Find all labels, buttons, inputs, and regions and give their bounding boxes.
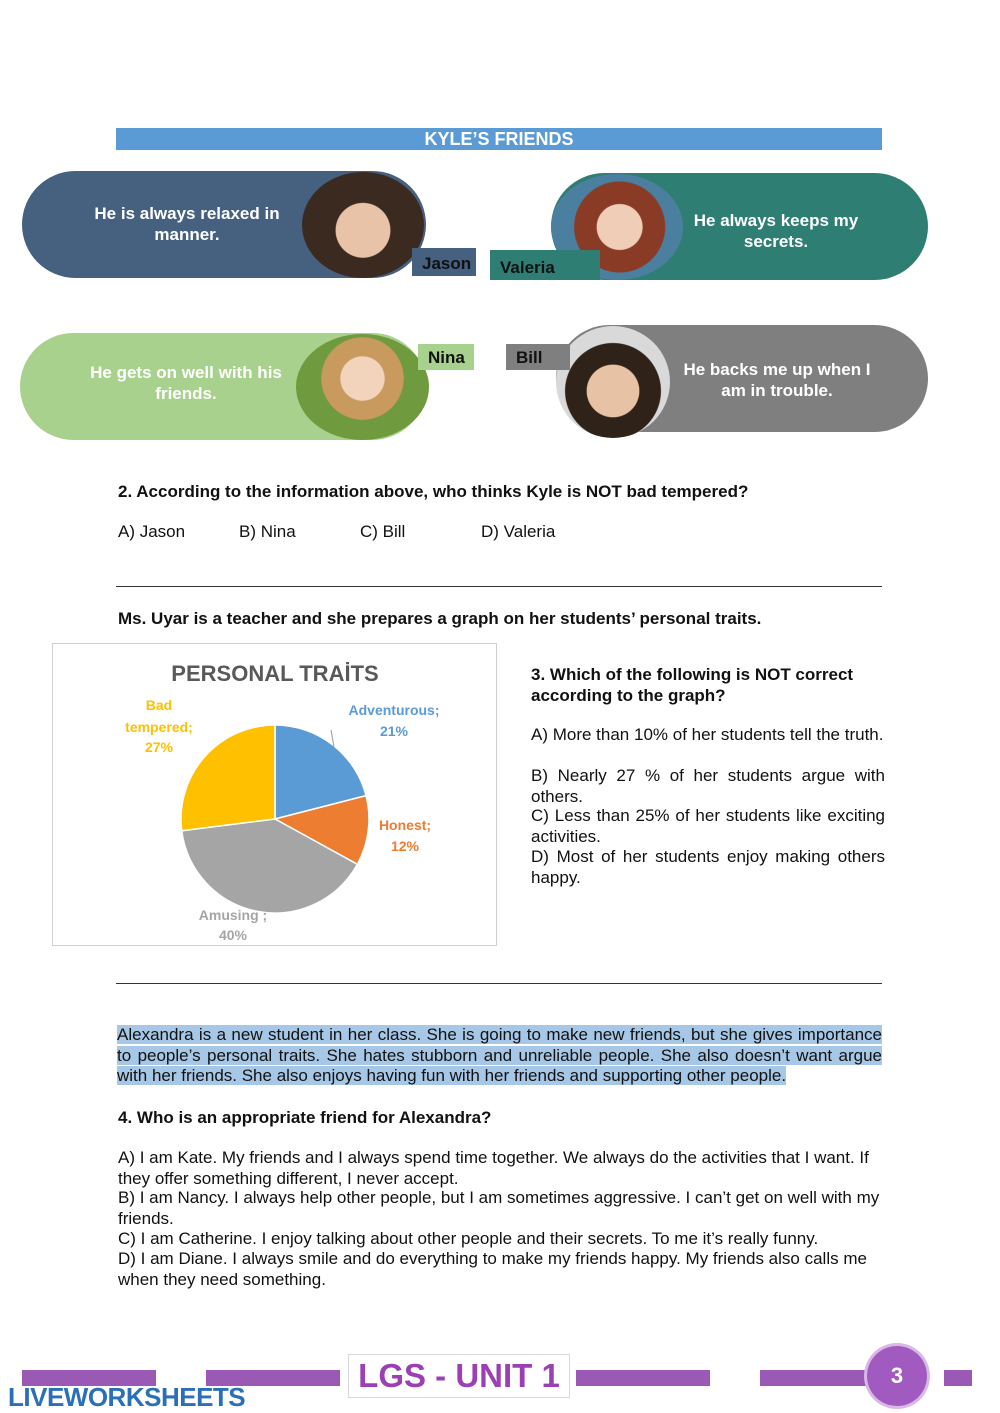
friend-name-tag: Bill <box>506 344 570 370</box>
q2-option-d[interactable]: D) Valeria <box>481 522 556 541</box>
page-number: 3 <box>867 1346 927 1406</box>
q4-option-a[interactable]: A) I am Kate. My friends and I always spend time together. We always do the activities that I want. If they offer something different, I never accept. <box>118 1148 869 1188</box>
value-amusing: 40% <box>218 927 248 943</box>
pie-slice-badtempered <box>181 725 275 831</box>
friend-quote: He backs me up when I am in trouble. <box>683 360 871 400</box>
footer-bar <box>760 1370 870 1386</box>
divider <box>116 586 882 587</box>
pie-chart <box>53 644 498 947</box>
q2-option-c[interactable]: C) Bill <box>360 522 406 541</box>
liveworksheets-logo[interactable]: LIVEWORKSHEETS <box>8 1382 246 1412</box>
passage-highlight: Alexandra is a new student in her class. She is going to make new friends, but she gives importance to people’s personal traits. She hates stubborn and unreliable people. She also doesn’t want argue with her friends. She also enjoys having fun with her friends and supporting other people. <box>117 1025 882 1085</box>
label-bad-tempered-2: tempered; <box>125 719 193 735</box>
chart-title: PERSONAL TRAİTS <box>171 661 379 686</box>
q4-option-c[interactable]: C) I am Catherine. I enjoy talking about other people and their secrets. To me it’s really funny. <box>118 1229 819 1248</box>
friend-name-tag: Jason <box>412 248 476 276</box>
friend-name-tag: Valeria <box>490 250 600 280</box>
q4-option-d[interactable]: D) I am Diane. I always smile and do everything to make my friends happy. My friends also calls me when they need something. <box>118 1249 867 1289</box>
pie-chart-frame <box>52 643 497 946</box>
value-bad-tempered: 27% <box>144 739 174 755</box>
question-2: 2. According to the information above, who thinks Kyle is NOT bad tempered? <box>118 482 749 501</box>
jason-photo <box>302 172 424 278</box>
friend-quote: He gets on well with his friends. <box>90 363 282 403</box>
q3-option-d[interactable]: D) Most of her students enjoy making others happy. <box>531 847 885 887</box>
friend-quote: He is always relaxed in manner. <box>94 204 280 244</box>
question-3: 3. Which of the following is NOT correct according to the graph? <box>531 665 854 705</box>
unit-label: LGS - UNIT 1 <box>348 1354 570 1398</box>
bill-photo <box>556 326 670 438</box>
graph-intro: Ms. Uyar is a teacher and she prepares a graph on her students’ personal traits. <box>118 609 762 628</box>
reading-passage <box>117 1025 882 1087</box>
q4-option-b[interactable]: B) I am Nancy. I always help other people, but I am sometimes aggressive. I can’t get on well with my friends. <box>118 1188 880 1228</box>
label-honest: Honest; <box>378 817 432 833</box>
q3-option-b[interactable]: B) Nearly 27 % of her students argue with others. <box>531 766 885 806</box>
value-honest: 12% <box>390 838 420 854</box>
label-adventurous: Adventurous; <box>348 702 440 718</box>
q2-option-b[interactable]: B) Nina <box>239 522 296 541</box>
question-4: 4. Who is an appropriate friend for Alexandra? <box>118 1108 492 1127</box>
footer-bar <box>944 1370 972 1386</box>
nina-photo <box>296 334 429 440</box>
footer-bar <box>576 1370 710 1386</box>
friend-name-tag: Nina <box>418 344 474 370</box>
divider <box>116 983 882 984</box>
section-title: KYLE’S FRIENDS <box>116 128 882 150</box>
q2-option-a[interactable]: A) Jason <box>118 522 186 541</box>
label-amusing: Amusing ; <box>198 907 268 923</box>
friend-quote: He always keeps my secrets. <box>693 211 859 251</box>
q3-option-a[interactable]: A) More than 10% of her students tell the truth. <box>531 725 884 744</box>
value-adventurous: 21% <box>379 723 409 739</box>
q3-option-c[interactable]: C) Less than 25% of her students like exciting activities. <box>531 806 885 846</box>
label-bad-tempered-1: Bad <box>145 697 173 713</box>
